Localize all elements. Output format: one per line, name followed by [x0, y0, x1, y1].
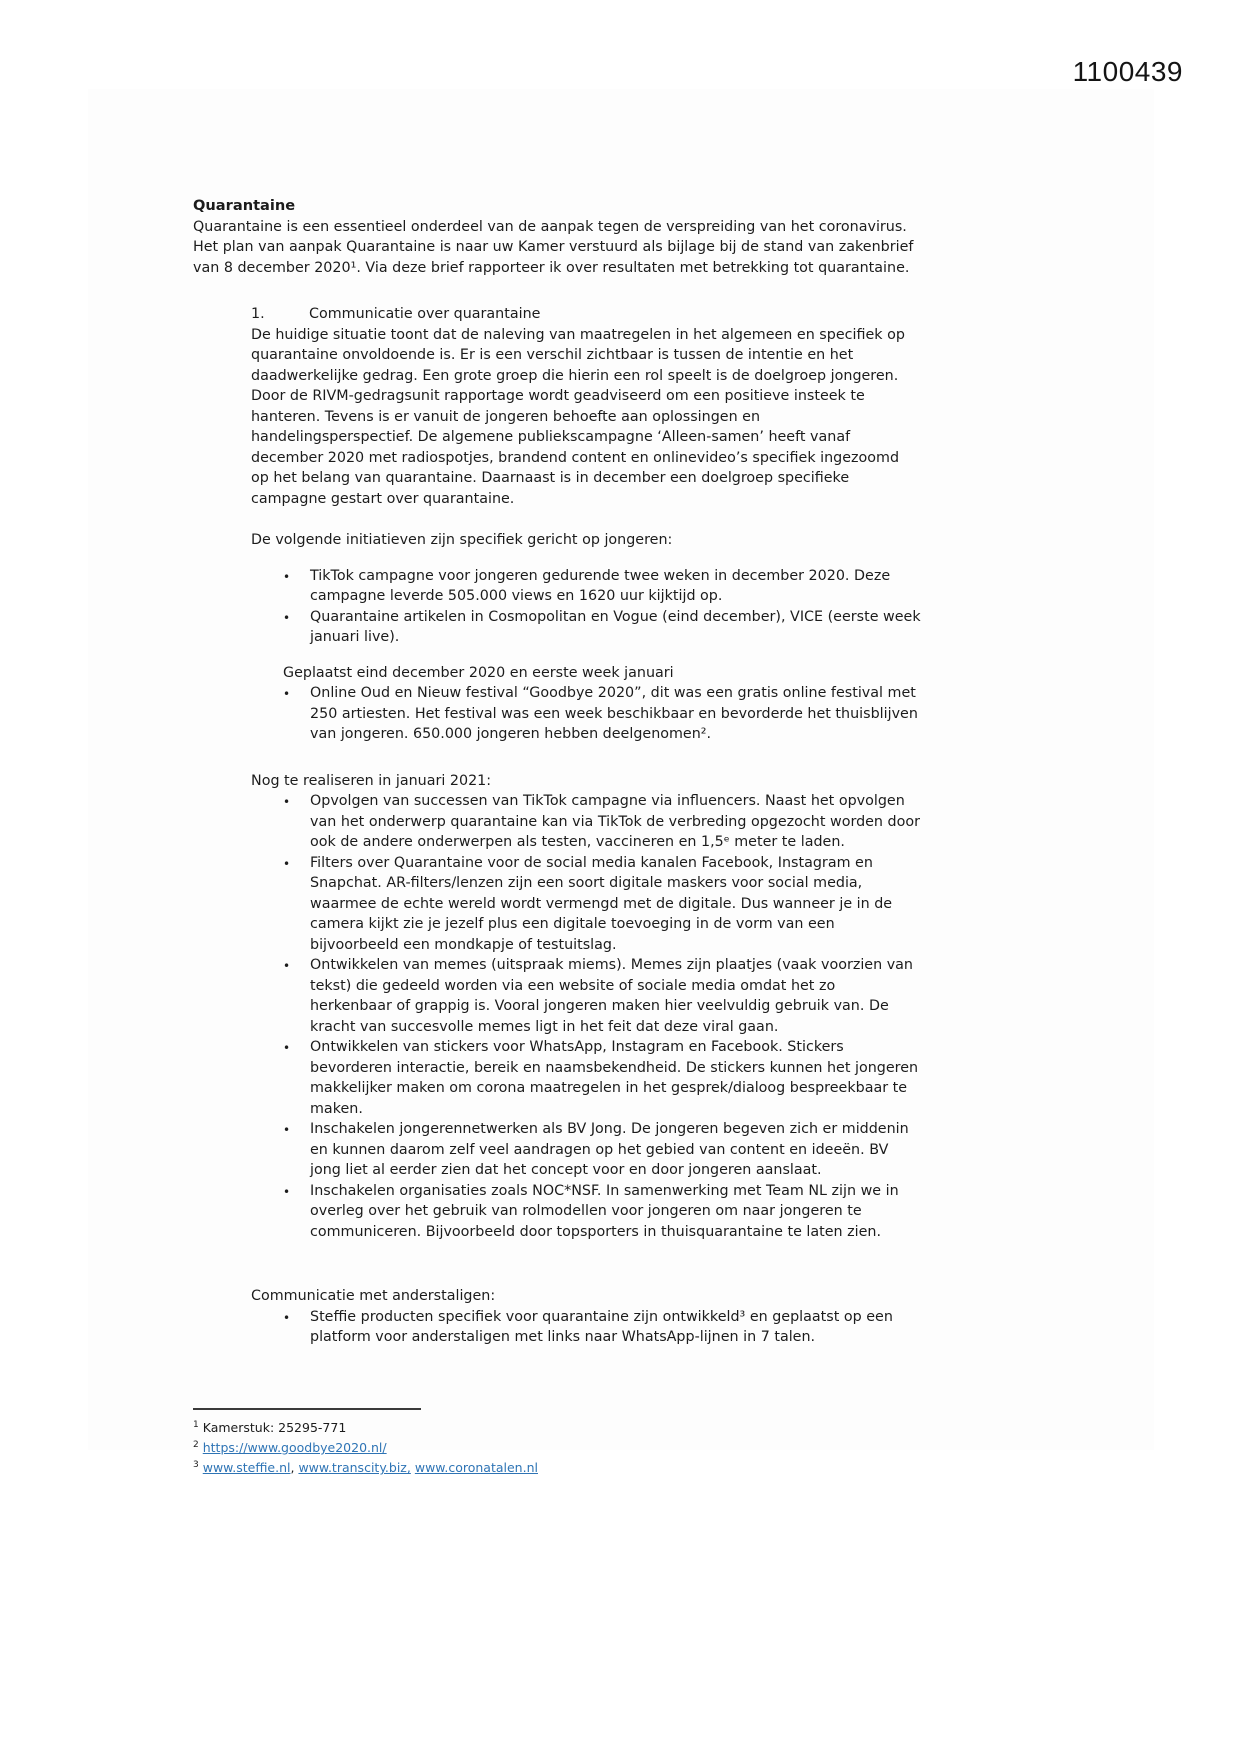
- list-item: [283, 791, 921, 853]
- initiatives-list: [193, 566, 921, 648]
- list-item: [283, 683, 921, 745]
- document-number: 1100439: [1072, 56, 1183, 87]
- section-heading-quarantaine: Quarantaine: [193, 197, 296, 214]
- footnote-text: Kamerstuk: 25295-771: [202, 1420, 347, 1436]
- footnote-link-transcity[interactable]: www.transcity.biz,: [298, 1460, 411, 1476]
- section1-number: 1.: [251, 306, 265, 322]
- list-item: [283, 1307, 921, 1348]
- footnote-3: [193, 1457, 933, 1477]
- list-item-text: Ontwikkelen van stickers voor WhatsApp, Instagram en Facebook. Stickers bevorderen interactie, bereik en naamsbekendheid. De stickers kunnen het jongeren makkelijker maken om corona maatregelen in het gesprek/dialoog bespreekbaar te maken.: [310, 1039, 919, 1117]
- footnote-1: [193, 1417, 933, 1437]
- list-item-text: Opvolgen van successen van TikTok campagne via influencers. Naast het opvolgen van het onderwerp quarantaine kan via TikTok de verbreding opgezocht worden door ook de andere onderwerpen als testen, vaccineren en 1,5ᵉ meter te laden.: [310, 793, 920, 850]
- initiatives-intro: De volgende initiatieven zijn specifiek gericht op jongeren:: [251, 532, 673, 548]
- list-item-text: Inschakelen organisaties zoals NOC*NSF. In samenwerking met Team NL zijn we in overleg over het gebruik van rolmodellen voor jongeren om naar jongeren te communiceren. Bijvoorbeeld door topsporters in thuisquarantaine te laten zien.: [310, 1182, 899, 1240]
- footnotes-section: [193, 1408, 933, 1477]
- list-item-text: Inschakelen jongerennetwerken als BV Jong. De jongeren begeven zich er middenin en kunnen daarom zelf veel aandragen op het gebied van content en ideeën. BV jong liet al eerder zien dat het concept voor en door jongeren aanslaat.: [310, 1121, 909, 1178]
- bullet-icon: •: [283, 1310, 291, 1325]
- section1-title: Communicatie over quarantaine: [309, 306, 541, 322]
- bullet-icon: •: [283, 1184, 291, 1199]
- list-item-text: Online Oud en Nieuw festival “Goodbye 2020”, dit was een gratis online festival met 250 artiesten. Het festival was een week beschikbaar en bevorderde het thuisblijven van jongeren. 650.000 jongeren hebben deelgenomen².: [310, 685, 918, 742]
- footnote-link-coronatalen[interactable]: www.coronatalen.nl: [414, 1460, 538, 1476]
- bullet-icon: •: [283, 687, 291, 701]
- document-body: [193, 196, 921, 1348]
- list-item: [283, 1181, 921, 1243]
- footnote-2: [193, 1437, 933, 1457]
- footnote-divider: [193, 1408, 421, 1410]
- todo-heading: Nog te realiseren in januari 2021:: [251, 772, 492, 789]
- list-item: [283, 955, 921, 1037]
- list-item-text: TikTok campagne voor jongeren gedurende twee weken in december 2020. Deze campagne leverde 505.000 views en 1620 uur kijktijd op.: [310, 567, 891, 604]
- section1-paragraph: De huidige situatie toont dat de naleving van maatregelen in het algemeen en specifiek op quarantaine onvoldoende is. Er is een verschil zichtbaar is tussen de intentie en het daadwerkelijke gedrag. Een grote groep die hierin een rol speelt is de doelgroep jongeren. Door de RIVM-gedragsunit rapportage wordt geadviseerd om een positieve insteek te hanteren. Tevens is er vanuit de jongeren behoefte aan oplossingen en handelingsperspectief. De algemene publiekscampagne ‘Alleen-samen’ heeft vanaf december 2020 met radiospotjes, brandend content en onlinevideo’s specifiek ingezoomd op het belang van quarantaine. Daarnaast is in december een doelgroep specifieke campagne gestart over quarantaine.: [251, 326, 905, 507]
- section1-title-row: [251, 304, 921, 325]
- bullet-icon: •: [283, 610, 291, 625]
- footnote-link-steffie[interactable]: www.steffie.nl: [202, 1460, 291, 1476]
- list-item: [283, 607, 921, 648]
- placed-heading: Geplaatst eind december 2020 en eerste week januari: [283, 664, 674, 681]
- anderstaligen-heading: Communicatie met anderstaligen:: [251, 1288, 496, 1304]
- placed-list: [193, 683, 921, 745]
- footnote-marker: 3: [193, 1460, 199, 1471]
- list-item: [283, 1119, 921, 1181]
- footnote-marker: 2: [193, 1440, 199, 1451]
- bullet-icon: •: [283, 1041, 291, 1055]
- bullet-icon: •: [283, 856, 291, 871]
- list-item: [283, 853, 921, 956]
- list-item: [283, 1037, 921, 1119]
- bullet-icon: •: [283, 569, 291, 584]
- list-item-text: Steffie producten specifiek voor quarantaine zijn ontwikkeld³ en geplaatst op een platform voor anderstaligen met links naar WhatsApp-lijnen in 7 talen.: [310, 1308, 893, 1345]
- bullet-icon: •: [283, 795, 291, 809]
- list-item: [283, 566, 921, 607]
- intro-paragraph: Quarantaine is een essentieel onderdeel van de aanpak tegen de verspreiding van het coronavirus. Het plan van aanpak Quarantaine is naar uw Kamer verstuurd als bijlage bij de stand van zakenbrief van 8 december 2020¹. Via deze brief rapporteer ik over resultaten met betrekking tot quarantaine.: [193, 218, 914, 276]
- todo-list: [193, 791, 921, 1242]
- bullet-icon: •: [283, 959, 291, 973]
- anderstaligen-list: [193, 1307, 921, 1348]
- list-item-text: Ontwikkelen van memes (uitspraak miems). Memes zijn plaatjes (vaak voorzien van tekst) die gedeeld worden via een website of sociale media omdat het zo herkenbaar of grappig is. Vooral jongeren maken hier veelvuldig gebruik van. De kracht van succesvolle memes ligt in het feit dat deze viral gaan.: [310, 957, 913, 1035]
- footnote-separator: ,: [290, 1460, 299, 1476]
- footnote-marker: 1: [193, 1420, 199, 1430]
- list-item-text: Filters over Quarantaine voor de social media kanalen Facebook, Instagram en Snapchat. AR-filters/lenzen zijn een soort digitale maskers voor social media, waarmee de echte wereld wordt vermengd met de digitale. Dus wanneer je in de camera kijkt zie je jezelf plus een digitale toevoeging in de vorm van een bijvoorbeeld een mondkapje of testuitslag.: [310, 854, 893, 953]
- list-item-text: Quarantaine artikelen in Cosmopolitan en Vogue (eind december), VICE (eerste week januari live).: [310, 608, 921, 645]
- footnote-link-goodbye2020[interactable]: https://www.goodbye2020.nl/: [202, 1440, 387, 1456]
- bullet-icon: •: [283, 1123, 291, 1137]
